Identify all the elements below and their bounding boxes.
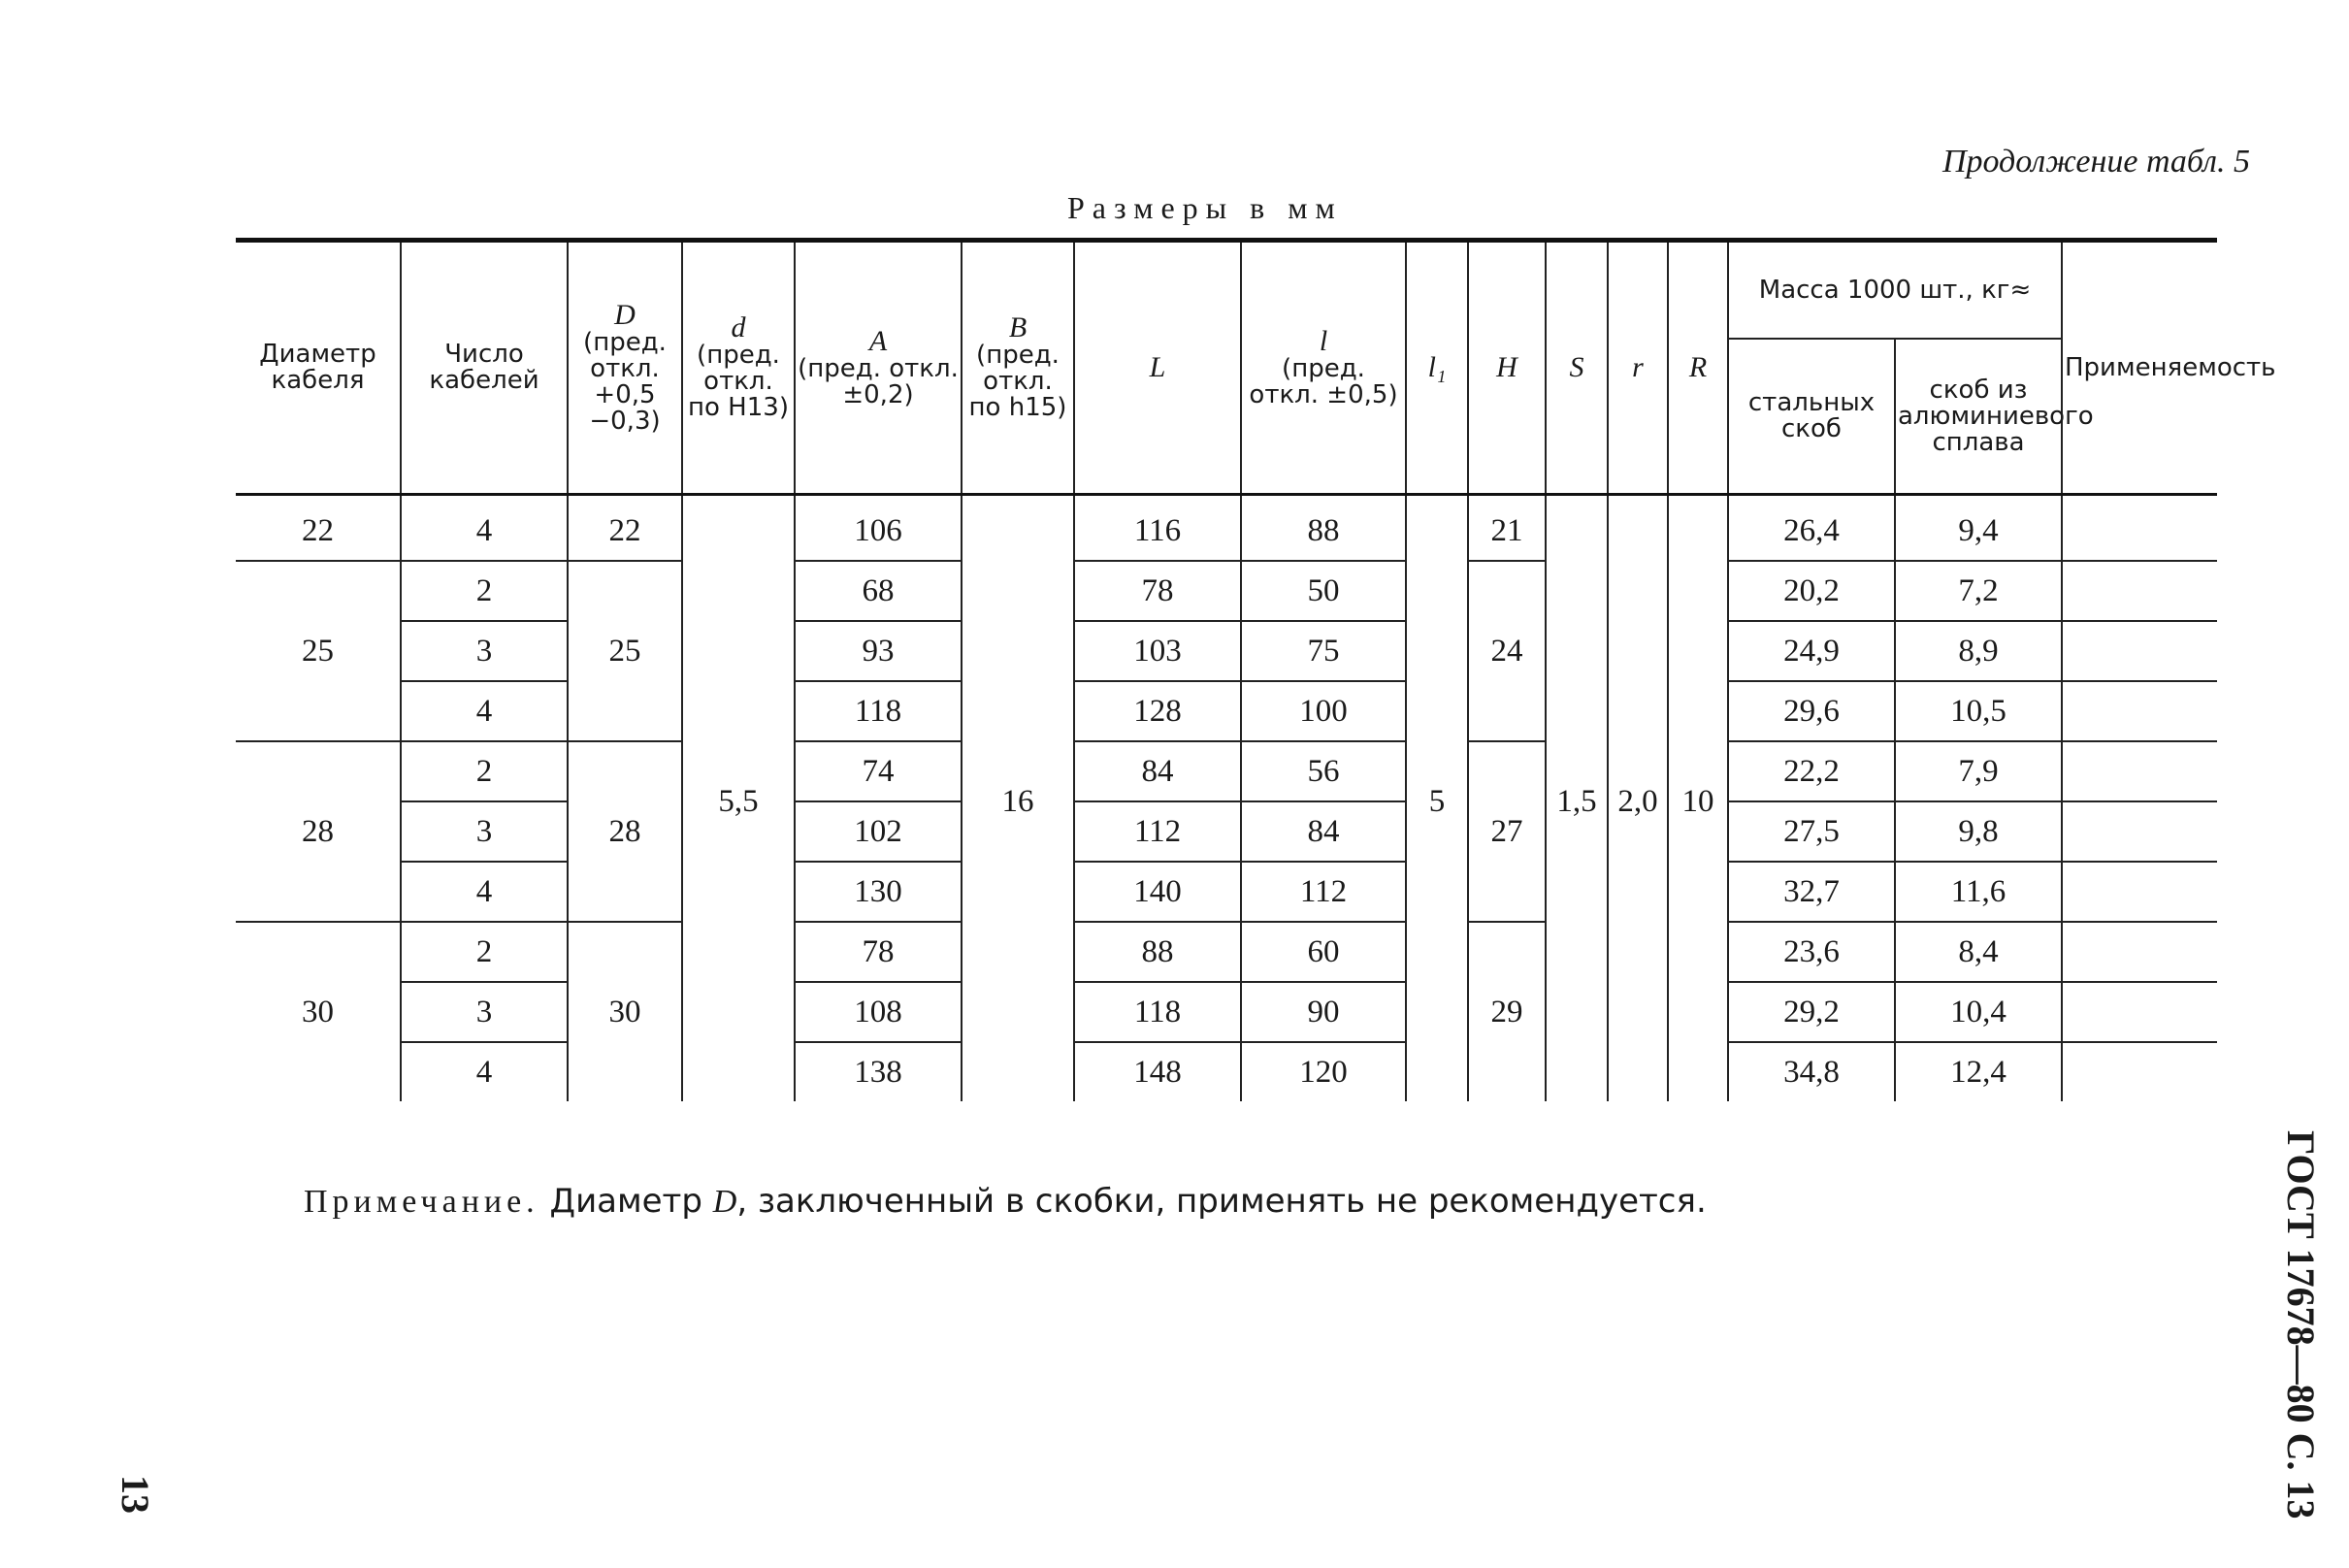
cell-applicability <box>2062 982 2217 1042</box>
cell-A: 93 <box>795 621 962 681</box>
header-mass-alu: скоб из алюминиевого сплава <box>1895 339 2062 495</box>
cell-H: 29 <box>1468 922 1546 1101</box>
cell-mass-alu: 7,9 <box>1895 741 2062 801</box>
cell-mass-alu: 8,9 <box>1895 621 2062 681</box>
cell-mass-steel: 24,9 <box>1728 621 1895 681</box>
cell-l: 88 <box>1241 495 1406 562</box>
note-label: Примечание. <box>304 1184 539 1220</box>
header-d-symbol: d <box>731 311 746 343</box>
table-row <box>236 621 2217 681</box>
table-row <box>236 922 2217 982</box>
header-D-tolerance: (пред. откл. +0,5 −0,3) <box>583 327 667 436</box>
cell-applicability <box>2062 495 2217 562</box>
header-B <box>962 241 1074 495</box>
header-A <box>795 241 962 495</box>
table-continuation-label: Продолжение табл. 5 <box>1941 144 2250 180</box>
header-B-tolerance: (пред. откл. по h15) <box>968 341 1067 422</box>
cell-mass-steel: 29,2 <box>1728 982 1895 1042</box>
header-D-symbol: D <box>614 298 636 331</box>
cell-applicability <box>2062 1042 2217 1101</box>
header-mass-group: Масса 1000 шт., кг≈ <box>1728 241 2062 340</box>
cell-cable-diameter: 25 <box>236 561 401 741</box>
cell-mass-alu: 9,8 <box>1895 801 2062 862</box>
cell-H: 24 <box>1468 561 1546 741</box>
cell-count: 3 <box>401 982 568 1042</box>
header-r <box>1608 241 1668 495</box>
cell-mass-steel: 34,8 <box>1728 1042 1895 1101</box>
cell-mass-steel: 26,4 <box>1728 495 1895 562</box>
cell-mass-alu: 11,6 <box>1895 862 2062 922</box>
cell-count: 2 <box>401 741 568 801</box>
cell-applicability <box>2062 621 2217 681</box>
cell-d-merged: 5,5 <box>682 495 795 1102</box>
cell-mass-steel: 29,6 <box>1728 681 1895 741</box>
table-row <box>236 982 2217 1042</box>
cell-L: 118 <box>1074 982 1241 1042</box>
cell-count: 3 <box>401 801 568 862</box>
cell-D: 28 <box>568 741 682 922</box>
cell-mass-steel: 27,5 <box>1728 801 1895 862</box>
cell-H: 27 <box>1468 741 1546 922</box>
header-R <box>1668 241 1728 495</box>
cell-A: 130 <box>795 862 962 922</box>
cell-l: 75 <box>1241 621 1406 681</box>
cell-A: 74 <box>795 741 962 801</box>
header-mass-steel: стальных скоб <box>1728 339 1895 495</box>
cell-D: 22 <box>568 495 682 562</box>
cell-mass-alu: 12,4 <box>1895 1042 2062 1101</box>
cell-D: 25 <box>568 561 682 741</box>
table-row <box>236 1042 2217 1101</box>
cell-A: 102 <box>795 801 962 862</box>
cell-l: 112 <box>1241 862 1406 922</box>
note-symbol: D <box>712 1184 737 1220</box>
cell-L: 148 <box>1074 1042 1241 1101</box>
cell-mass-steel: 32,7 <box>1728 862 1895 922</box>
cell-L: 84 <box>1074 741 1241 801</box>
cell-A: 106 <box>795 495 962 562</box>
header-cable-diameter: Диаметр кабеля <box>236 241 401 495</box>
cell-A: 118 <box>795 681 962 741</box>
header-A-tolerance: (пред. откл. ±0,2) <box>798 353 959 409</box>
note-text-after: , заключенный в скобки, применять не рекомендуется. <box>736 1182 1707 1221</box>
header-S <box>1546 241 1608 495</box>
cell-applicability <box>2062 801 2217 862</box>
note-text-before: Диаметр <box>549 1182 702 1221</box>
table-row <box>236 495 2217 562</box>
cell-L: 112 <box>1074 801 1241 862</box>
header-l1 <box>1406 241 1468 495</box>
header-d-tolerance: (пред. откл. по H13) <box>688 341 789 422</box>
table-row <box>236 561 2217 621</box>
cell-applicability <box>2062 922 2217 982</box>
cell-l: 90 <box>1241 982 1406 1042</box>
table-row <box>236 741 2217 801</box>
cell-S-merged: 1,5 <box>1546 495 1608 1102</box>
table-row <box>236 862 2217 922</box>
cell-applicability <box>2062 741 2217 801</box>
cell-count: 4 <box>401 862 568 922</box>
cell-A: 108 <box>795 982 962 1042</box>
header-l1-symbol: l₁ <box>1427 350 1447 383</box>
header-D <box>568 241 682 495</box>
cell-mass-alu: 10,4 <box>1895 982 2062 1042</box>
cell-count: 2 <box>401 561 568 621</box>
table-note <box>304 1182 1707 1221</box>
header-cable-count: Число кабелей <box>401 241 568 495</box>
header-r-symbol: r <box>1632 350 1644 383</box>
header-H <box>1468 241 1546 495</box>
cell-mass-alu: 8,4 <box>1895 922 2062 982</box>
cell-L: 78 <box>1074 561 1241 621</box>
cell-L: 88 <box>1074 922 1241 982</box>
cell-mass-alu: 9,4 <box>1895 495 2062 562</box>
cell-mass-alu: 7,2 <box>1895 561 2062 621</box>
cell-l: 84 <box>1241 801 1406 862</box>
cell-l1-merged: 5 <box>1406 495 1468 1102</box>
cell-l: 100 <box>1241 681 1406 741</box>
table-row <box>236 801 2217 862</box>
units-caption: Размеры в мм <box>1067 190 1343 225</box>
cell-L: 103 <box>1074 621 1241 681</box>
header-A-symbol: A <box>868 324 888 357</box>
cell-A: 78 <box>795 922 962 982</box>
cell-l: 56 <box>1241 741 1406 801</box>
cell-count: 4 <box>401 1042 568 1101</box>
cell-A: 68 <box>795 561 962 621</box>
header-applicability: Применяемость <box>2062 241 2217 495</box>
cell-cable-diameter: 22 <box>236 495 401 562</box>
cell-count: 2 <box>401 922 568 982</box>
header-l <box>1241 241 1406 495</box>
cell-applicability <box>2062 681 2217 741</box>
page-number: 13 <box>114 1475 157 1514</box>
cell-applicability <box>2062 862 2217 922</box>
cell-r-merged: 2,0 <box>1608 495 1668 1102</box>
header-H-symbol: H <box>1496 350 1517 383</box>
cell-mass-steel: 20,2 <box>1728 561 1895 621</box>
cell-H: 21 <box>1468 495 1546 562</box>
cell-cable-diameter: 30 <box>236 922 401 1101</box>
header-R-symbol: R <box>1688 350 1708 383</box>
cell-R-merged: 10 <box>1668 495 1728 1102</box>
cell-mass-alu: 10,5 <box>1895 681 2062 741</box>
document-standard-label: ГОСТ 17678—80 С. 13 <box>2279 1130 2323 1519</box>
cell-D: 30 <box>568 922 682 1101</box>
cell-L: 140 <box>1074 862 1241 922</box>
header-l-symbol: l <box>1319 324 1328 357</box>
cell-B-merged: 16 <box>962 495 1074 1102</box>
header-S-symbol: S <box>1569 350 1584 383</box>
cell-applicability <box>2062 561 2217 621</box>
cell-mass-steel: 23,6 <box>1728 922 1895 982</box>
cell-cable-diameter: 28 <box>236 741 401 922</box>
header-L <box>1074 241 1241 495</box>
table-row <box>236 681 2217 741</box>
header-l-tolerance: (пред. откл. ±0,5) <box>1249 353 1398 409</box>
cell-count: 4 <box>401 681 568 741</box>
cell-L: 128 <box>1074 681 1241 741</box>
cell-mass-steel: 22,2 <box>1728 741 1895 801</box>
cell-l: 120 <box>1241 1042 1406 1101</box>
dimensions-table <box>236 238 2276 1101</box>
cell-l: 60 <box>1241 922 1406 982</box>
cell-l: 50 <box>1241 561 1406 621</box>
cell-count: 4 <box>401 495 568 562</box>
header-L-symbol: L <box>1149 350 1166 383</box>
header-d <box>682 241 795 495</box>
cell-count: 3 <box>401 621 568 681</box>
header-B-symbol: B <box>1008 311 1028 343</box>
cell-L: 116 <box>1074 495 1241 562</box>
cell-A: 138 <box>795 1042 962 1101</box>
